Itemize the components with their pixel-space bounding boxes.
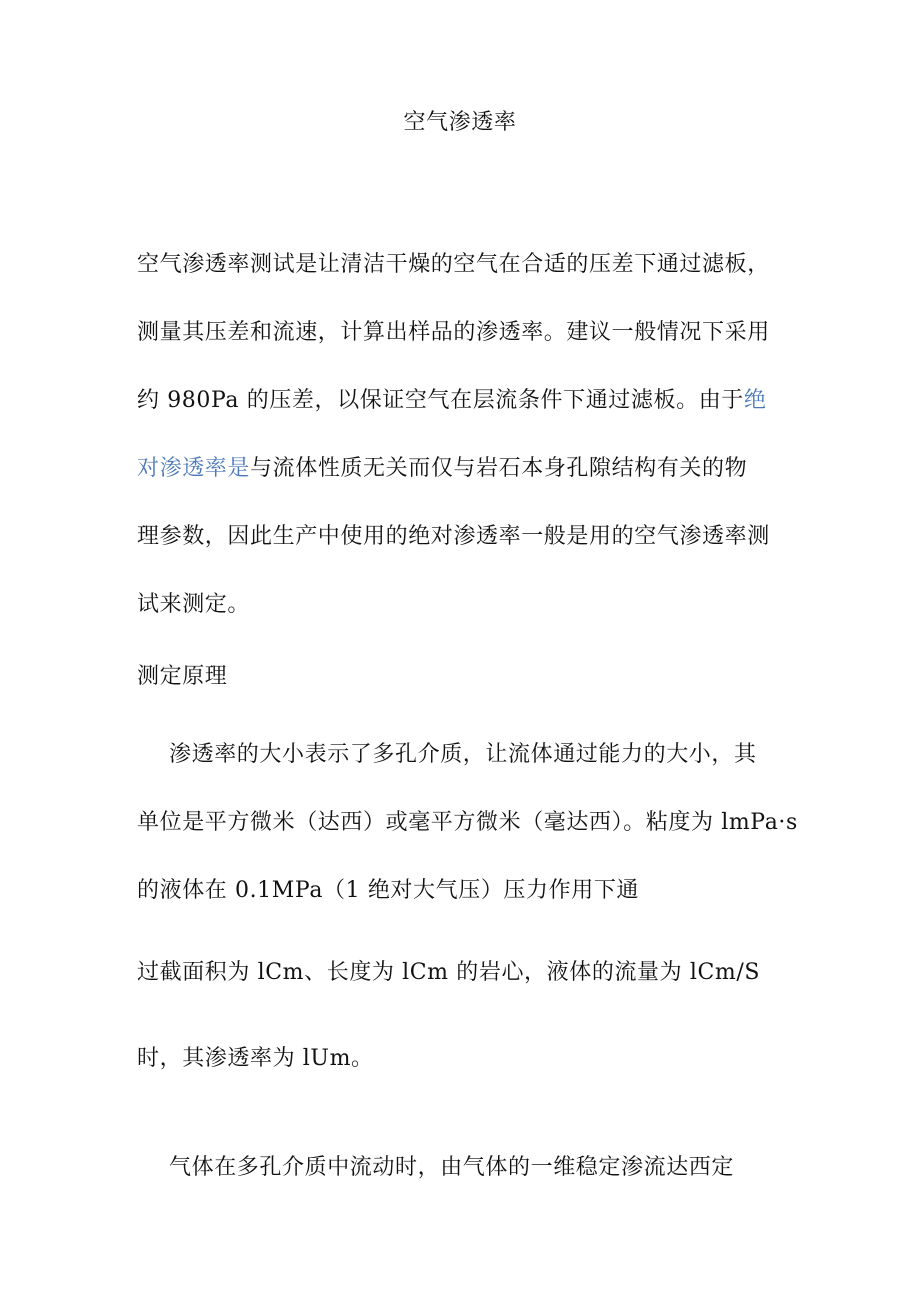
intro-line-5: 理参数，因此生产中使用的绝对渗透率一般是用的空气渗透率测 bbox=[137, 524, 770, 549]
principle-line-3: 的液体在 0.1MPa（1 绝对大气压）压力作用下通 bbox=[137, 878, 640, 903]
absolute-permeability-link-part2[interactable]: 对渗透率是 bbox=[137, 456, 251, 481]
intro-line-2: 测量其压差和流速，计算出样品的渗透率。建议一般情况下采用 bbox=[137, 320, 770, 345]
absolute-permeability-link-part1[interactable]: 绝 bbox=[743, 388, 767, 413]
intro-line-6: 试来测定。 bbox=[137, 592, 251, 617]
intro-line-3 bbox=[137, 386, 767, 416]
principle-line-4: 过截面积为 lCm、长度为 lCm 的岩心，液体的流量为 lCm/S bbox=[137, 960, 761, 985]
intro-line-1: 空气渗透率测试是让清洁干燥的空气在合适的压差下通过滤板， bbox=[137, 252, 770, 277]
intro-line-4 bbox=[137, 454, 747, 484]
intro-line-3-text: 约 980Pa 的压差，以保证空气在层流条件下通过滤板。由于 bbox=[137, 388, 744, 413]
principle-line-1: 渗透率的大小表示了多孔介质，让流体通过能力的大小，其 bbox=[169, 742, 757, 767]
document-title: 空气渗透率 bbox=[403, 110, 517, 135]
gas-flow-line: 气体在多孔介质中流动时，由气体的一维稳定渗流达西定 bbox=[169, 1155, 735, 1180]
principle-line-5: 时，其渗透率为 lUm。 bbox=[137, 1046, 374, 1071]
intro-line-4-text: 与流体性质无关而仅与岩石本身孔隙结构有关的物 bbox=[250, 456, 748, 481]
section-heading: 测定原理 bbox=[137, 664, 228, 689]
principle-line-2: 单位是平方微米（达西）或毫平方微米（毫达西）。粘度为 lmPa·s bbox=[137, 810, 798, 835]
